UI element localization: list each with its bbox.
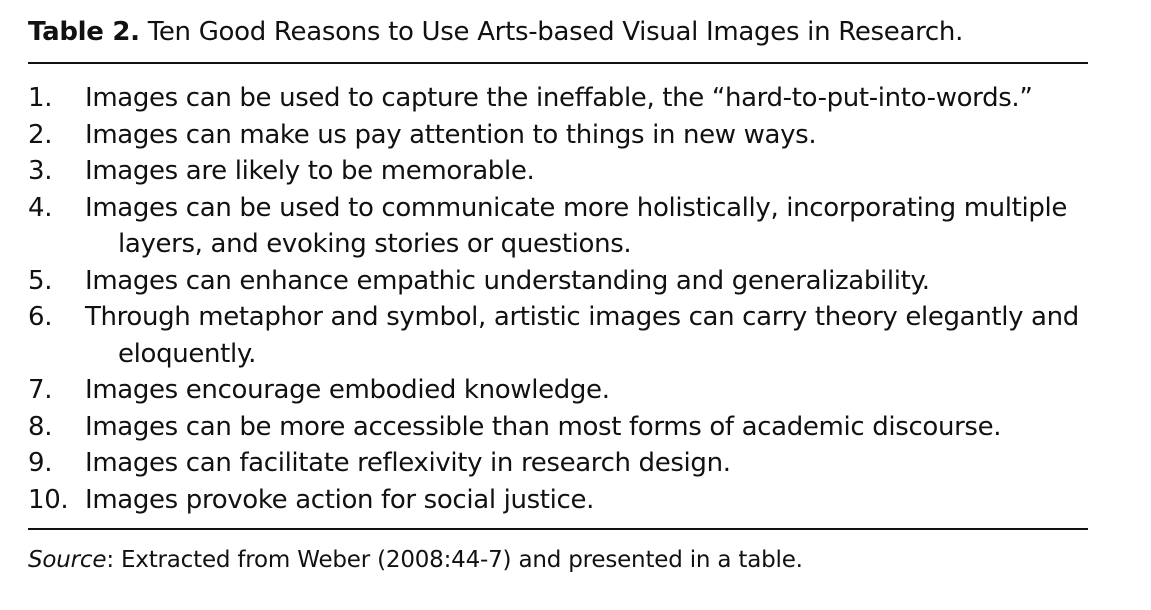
list-item-number: 1.	[28, 83, 53, 113]
list-item-number: 3.	[28, 156, 53, 186]
list-item-text-line: Images encourage embodied knowledge.	[85, 375, 610, 405]
list-item-number: 6.	[28, 302, 53, 332]
list-item-text-line: Images can be more accessible than most forms of academic discourse.	[85, 411, 1002, 442]
list-item-text	[85, 153, 1088, 190]
table-source-note	[28, 544, 1088, 576]
list-item	[28, 445, 1088, 482]
list-item-text-line: Images can enhance empathic understanding and generalizability.	[85, 265, 930, 296]
list-item	[28, 80, 1088, 117]
list-item-text	[85, 445, 1088, 482]
list-item	[28, 299, 1088, 372]
list-item	[28, 372, 1088, 409]
list-item-text-line: Images can be used to communicate more holistically, incorporating multiple	[85, 192, 1068, 223]
list-item-text	[85, 482, 1088, 519]
list-item-number: 2.	[28, 119, 53, 150]
table-number: Table 2.	[28, 17, 140, 47]
list-item-text-line: Images can facilitate reflexivity in research design.	[85, 448, 731, 478]
list-item-text-continuation: eloquently.	[118, 338, 257, 369]
list-item-text-line: Through metaphor and symbol, artistic images can carry theory elegantly and	[85, 302, 1079, 332]
reasons-list	[28, 64, 1088, 528]
list-item-text	[85, 409, 1088, 446]
list-item-number: 7.	[28, 375, 53, 405]
bottom-rule	[28, 528, 1088, 530]
list-item-text-line: Images can make us pay attention to things in new ways.	[85, 119, 817, 150]
list-item	[28, 117, 1088, 154]
table-container	[28, 14, 1088, 576]
list-item-text	[85, 372, 1088, 409]
source-label: Source	[28, 547, 107, 573]
list-item-text	[85, 299, 1088, 372]
list-item	[28, 409, 1088, 446]
list-item-text-line: Images can be used to capture the ineffable, the “hard-to-put-into-words.”	[85, 83, 1033, 113]
list-item	[28, 263, 1088, 300]
list-item	[28, 190, 1088, 263]
list-item-number: 5.	[28, 265, 53, 296]
list-item-number: 4.	[28, 192, 53, 223]
list-item-number: 10.	[28, 484, 69, 515]
table-title: Ten Good Reasons to Use Arts-based Visual Images in Research.	[147, 17, 964, 47]
list-item	[28, 482, 1088, 519]
table-caption	[28, 14, 1088, 50]
list-item-text-line: Images are likely to be memorable.	[85, 156, 535, 186]
list-item	[28, 153, 1088, 190]
list-item-text	[85, 263, 1088, 300]
list-item-text-line: Images provoke action for social justice.	[85, 484, 595, 515]
list-item-number: 8.	[28, 411, 53, 442]
list-item-text	[85, 117, 1088, 154]
list-item-text-continuation: layers, and evoking stories or questions.	[118, 229, 632, 259]
list-item-number: 9.	[28, 448, 53, 478]
source-text: : Extracted from Weber (2008:44-7) and presented in a table.	[106, 547, 803, 573]
list-item-text	[85, 190, 1088, 263]
list-item-text	[85, 80, 1088, 117]
